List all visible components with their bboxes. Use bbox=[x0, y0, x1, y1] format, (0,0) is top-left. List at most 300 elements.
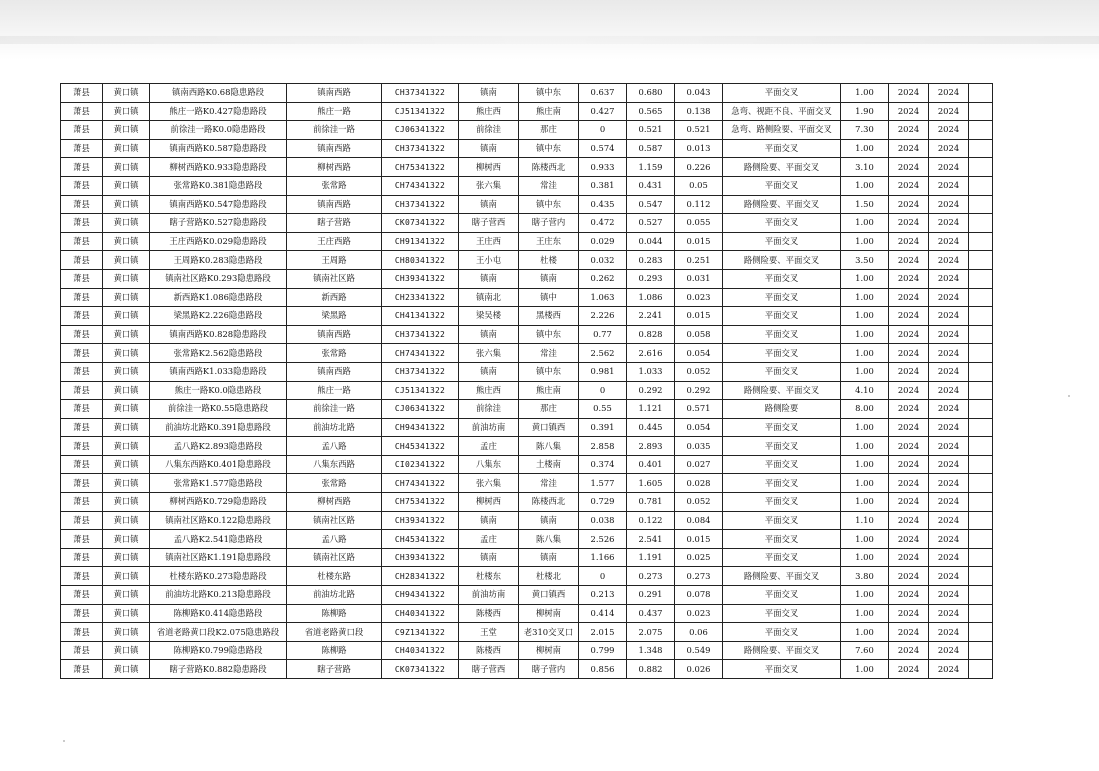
cell-start-stake: 0.77 bbox=[579, 325, 627, 344]
cell-end-stake: 0.445 bbox=[627, 418, 675, 437]
cell-segment-name: 新西路K1.086隐患路段 bbox=[150, 288, 287, 307]
cell-county: 萧县 bbox=[61, 176, 103, 195]
cell-year-end: 2024 bbox=[929, 437, 969, 456]
cell-year-start: 2024 bbox=[889, 269, 929, 288]
cell-start-point: 前徐洼 bbox=[459, 400, 519, 419]
cell-amount: 1.00 bbox=[841, 660, 889, 679]
cell-start-stake: 0.427 bbox=[579, 102, 627, 121]
cell-amount: 1.00 bbox=[841, 344, 889, 363]
cell-road-name: 王庄西路 bbox=[287, 232, 382, 251]
cell-end-point: 柳树南 bbox=[519, 604, 579, 623]
cell-length: 0.078 bbox=[675, 586, 723, 605]
cell-year-end: 2024 bbox=[929, 530, 969, 549]
cell-county: 萧县 bbox=[61, 139, 103, 158]
cell-end-stake: 0.401 bbox=[627, 455, 675, 474]
cell-hazard-type: 平面交叉 bbox=[723, 493, 841, 512]
cell-extra bbox=[969, 325, 993, 344]
cell-extra bbox=[969, 307, 993, 326]
cell-road-code: CH74341322 bbox=[382, 176, 459, 195]
cell-length: 0.06 bbox=[675, 623, 723, 642]
cell-start-point: 孟庄 bbox=[459, 530, 519, 549]
cell-segment-name: 柳树西路K0.933隐患路段 bbox=[150, 158, 287, 177]
scan-shadow bbox=[0, 0, 1099, 60]
cell-start-point: 瞎子营西 bbox=[459, 214, 519, 233]
cell-year-start: 2024 bbox=[889, 604, 929, 623]
cell-road-name: 陈柳路 bbox=[287, 604, 382, 623]
cell-town: 黄口镇 bbox=[103, 381, 150, 400]
cell-extra bbox=[969, 474, 993, 493]
cell-year-start: 2024 bbox=[889, 158, 929, 177]
cell-town: 黄口镇 bbox=[103, 251, 150, 270]
cell-road-code: CH39341322 bbox=[382, 548, 459, 567]
cell-end-point: 镇中 bbox=[519, 288, 579, 307]
cell-amount: 1.00 bbox=[841, 362, 889, 381]
cell-hazard-type: 急弯、视距不良、平面交叉 bbox=[723, 102, 841, 121]
cell-hazard-type: 平面交叉 bbox=[723, 437, 841, 456]
cell-end-point: 镇南 bbox=[519, 269, 579, 288]
cell-town: 黄口镇 bbox=[103, 121, 150, 140]
cell-length: 0.013 bbox=[675, 139, 723, 158]
cell-year-start: 2024 bbox=[889, 474, 929, 493]
cell-hazard-type: 平面交叉 bbox=[723, 548, 841, 567]
cell-year-end: 2024 bbox=[929, 381, 969, 400]
cell-road-code: CH37341322 bbox=[382, 84, 459, 103]
table-row bbox=[61, 641, 993, 660]
cell-year-start: 2024 bbox=[889, 102, 929, 121]
cell-extra bbox=[969, 232, 993, 251]
cell-year-end: 2024 bbox=[929, 623, 969, 642]
cell-year-end: 2024 bbox=[929, 604, 969, 623]
cell-hazard-type: 路侧险要、平面交叉 bbox=[723, 251, 841, 270]
cell-end-point: 瞎子营内 bbox=[519, 214, 579, 233]
cell-year-start: 2024 bbox=[889, 511, 929, 530]
cell-start-point: 陈楼西 bbox=[459, 604, 519, 623]
hazard-road-table bbox=[60, 83, 993, 679]
cell-start-point: 梁吴楼 bbox=[459, 307, 519, 326]
cell-year-start: 2024 bbox=[889, 214, 929, 233]
cell-amount: 1.00 bbox=[841, 84, 889, 103]
cell-segment-name: 梁黑路K2.226隐患路段 bbox=[150, 307, 287, 326]
cell-end-point: 柳树南 bbox=[519, 641, 579, 660]
cell-start-point: 前油坊南 bbox=[459, 586, 519, 605]
cell-extra bbox=[969, 604, 993, 623]
cell-county: 萧县 bbox=[61, 400, 103, 419]
cell-end-point: 镇中东 bbox=[519, 195, 579, 214]
cell-year-start: 2024 bbox=[889, 195, 929, 214]
cell-start-stake: 2.562 bbox=[579, 344, 627, 363]
cell-road-name: 杜楼东路 bbox=[287, 567, 382, 586]
cell-county: 萧县 bbox=[61, 604, 103, 623]
cell-hazard-type: 平面交叉 bbox=[723, 307, 841, 326]
cell-year-end: 2024 bbox=[929, 195, 969, 214]
cell-road-name: 镇南社区路 bbox=[287, 269, 382, 288]
cell-start-stake: 0.213 bbox=[579, 586, 627, 605]
cell-road-name: 张常路 bbox=[287, 176, 382, 195]
cell-year-start: 2024 bbox=[889, 455, 929, 474]
cell-year-start: 2024 bbox=[889, 288, 929, 307]
cell-county: 萧县 bbox=[61, 269, 103, 288]
cell-end-point: 熊庄南 bbox=[519, 381, 579, 400]
cell-town: 黄口镇 bbox=[103, 362, 150, 381]
cell-length: 0.054 bbox=[675, 344, 723, 363]
cell-segment-name: 省道老路黄口段K2.075隐患路段 bbox=[150, 623, 287, 642]
cell-segment-name: 镇南西路K0.68隐患路段 bbox=[150, 84, 287, 103]
table-row bbox=[61, 344, 993, 363]
cell-county: 萧县 bbox=[61, 641, 103, 660]
cell-county: 萧县 bbox=[61, 623, 103, 642]
cell-length: 0.138 bbox=[675, 102, 723, 121]
cell-road-code: CH41341322 bbox=[382, 307, 459, 326]
table-row bbox=[61, 362, 993, 381]
cell-road-code: CH37341322 bbox=[382, 362, 459, 381]
cell-segment-name: 王周路K0.283隐患路段 bbox=[150, 251, 287, 270]
cell-hazard-type: 急弯、路侧险要、平面交叉 bbox=[723, 121, 841, 140]
cell-end-stake: 0.587 bbox=[627, 139, 675, 158]
cell-year-end: 2024 bbox=[929, 176, 969, 195]
cell-county: 萧县 bbox=[61, 344, 103, 363]
cell-road-code: CH40341322 bbox=[382, 641, 459, 660]
cell-town: 黄口镇 bbox=[103, 344, 150, 363]
cell-segment-name: 镇南西路K1.033隐患路段 bbox=[150, 362, 287, 381]
cell-end-point: 王庄东 bbox=[519, 232, 579, 251]
cell-road-name: 八集东西路 bbox=[287, 455, 382, 474]
cell-start-stake: 0.574 bbox=[579, 139, 627, 158]
cell-amount: 1.00 bbox=[841, 586, 889, 605]
cell-start-point: 杜楼东 bbox=[459, 567, 519, 586]
cell-start-stake: 2.526 bbox=[579, 530, 627, 549]
cell-length: 0.112 bbox=[675, 195, 723, 214]
cell-start-stake: 1.166 bbox=[579, 548, 627, 567]
cell-end-point: 黄口镇西 bbox=[519, 418, 579, 437]
cell-extra bbox=[969, 84, 993, 103]
cell-year-start: 2024 bbox=[889, 381, 929, 400]
cell-end-stake: 1.086 bbox=[627, 288, 675, 307]
cell-road-name: 梁黑路 bbox=[287, 307, 382, 326]
cell-town: 黄口镇 bbox=[103, 623, 150, 642]
cell-amount: 1.00 bbox=[841, 232, 889, 251]
cell-town: 黄口镇 bbox=[103, 474, 150, 493]
cell-hazard-type: 平面交叉 bbox=[723, 325, 841, 344]
cell-segment-name: 张常路K0.381隐患路段 bbox=[150, 176, 287, 195]
cell-length: 0.015 bbox=[675, 232, 723, 251]
cell-road-name: 瞎子营路 bbox=[287, 214, 382, 233]
cell-hazard-type: 平面交叉 bbox=[723, 269, 841, 288]
cell-start-stake: 1.063 bbox=[579, 288, 627, 307]
cell-amount: 1.10 bbox=[841, 511, 889, 530]
table-row bbox=[61, 623, 993, 642]
cell-town: 黄口镇 bbox=[103, 307, 150, 326]
table-row bbox=[61, 400, 993, 419]
cell-end-point: 常洼 bbox=[519, 176, 579, 195]
cell-road-code: CH37341322 bbox=[382, 139, 459, 158]
table-row bbox=[61, 493, 993, 512]
cell-road-name: 张常路 bbox=[287, 474, 382, 493]
cell-extra bbox=[969, 102, 993, 121]
table-row bbox=[61, 158, 993, 177]
cell-end-stake: 1.121 bbox=[627, 400, 675, 419]
cell-year-end: 2024 bbox=[929, 418, 969, 437]
cell-end-point: 镇中东 bbox=[519, 84, 579, 103]
cell-end-point: 那庄 bbox=[519, 121, 579, 140]
cell-road-code: CH37341322 bbox=[382, 325, 459, 344]
cell-town: 黄口镇 bbox=[103, 660, 150, 679]
cell-road-name: 瞎子营路 bbox=[287, 660, 382, 679]
cell-extra bbox=[969, 493, 993, 512]
cell-hazard-type: 平面交叉 bbox=[723, 176, 841, 195]
cell-amount: 1.00 bbox=[841, 548, 889, 567]
cell-start-point: 镇南北 bbox=[459, 288, 519, 307]
table-row bbox=[61, 176, 993, 195]
cell-length: 0.055 bbox=[675, 214, 723, 233]
cell-start-stake: 0.981 bbox=[579, 362, 627, 381]
cell-county: 萧县 bbox=[61, 158, 103, 177]
scan-speck bbox=[1068, 395, 1070, 397]
cell-road-name: 前徐洼一路 bbox=[287, 400, 382, 419]
cell-extra bbox=[969, 214, 993, 233]
cell-road-code: CK07341322 bbox=[382, 660, 459, 679]
cell-segment-name: 前徐洼一路K0.0隐患路段 bbox=[150, 121, 287, 140]
cell-year-start: 2024 bbox=[889, 548, 929, 567]
cell-end-point: 陈八集 bbox=[519, 437, 579, 456]
cell-start-point: 瞎子营西 bbox=[459, 660, 519, 679]
cell-road-code: CH74341322 bbox=[382, 344, 459, 363]
cell-year-end: 2024 bbox=[929, 586, 969, 605]
table-row bbox=[61, 139, 993, 158]
cell-year-start: 2024 bbox=[889, 139, 929, 158]
cell-road-code: CI02341322 bbox=[382, 455, 459, 474]
cell-road-name: 王周路 bbox=[287, 251, 382, 270]
cell-county: 萧县 bbox=[61, 84, 103, 103]
table-row bbox=[61, 548, 993, 567]
cell-amount: 1.00 bbox=[841, 623, 889, 642]
table-row bbox=[61, 307, 993, 326]
cell-road-name: 熊庄一路 bbox=[287, 381, 382, 400]
cell-start-point: 八集东 bbox=[459, 455, 519, 474]
cell-amount: 1.00 bbox=[841, 418, 889, 437]
cell-end-point: 陈楼西北 bbox=[519, 158, 579, 177]
cell-town: 黄口镇 bbox=[103, 586, 150, 605]
cell-end-stake: 1.033 bbox=[627, 362, 675, 381]
cell-county: 萧县 bbox=[61, 251, 103, 270]
cell-end-stake: 0.431 bbox=[627, 176, 675, 195]
cell-length: 0.052 bbox=[675, 362, 723, 381]
table-row bbox=[61, 511, 993, 530]
cell-county: 萧县 bbox=[61, 437, 103, 456]
cell-town: 黄口镇 bbox=[103, 400, 150, 419]
cell-town: 黄口镇 bbox=[103, 418, 150, 437]
cell-road-code: CH45341322 bbox=[382, 530, 459, 549]
cell-county: 萧县 bbox=[61, 418, 103, 437]
cell-year-end: 2024 bbox=[929, 232, 969, 251]
cell-length: 0.05 bbox=[675, 176, 723, 195]
cell-segment-name: 张常路K2.562隐患路段 bbox=[150, 344, 287, 363]
cell-hazard-type: 平面交叉 bbox=[723, 604, 841, 623]
cell-road-name: 镇南西路 bbox=[287, 84, 382, 103]
cell-hazard-type: 平面交叉 bbox=[723, 586, 841, 605]
cell-extra bbox=[969, 381, 993, 400]
cell-extra bbox=[969, 511, 993, 530]
cell-road-name: 孟八路 bbox=[287, 437, 382, 456]
cell-year-start: 2024 bbox=[889, 232, 929, 251]
cell-start-stake: 0.391 bbox=[579, 418, 627, 437]
cell-amount: 1.90 bbox=[841, 102, 889, 121]
cell-start-stake: 1.577 bbox=[579, 474, 627, 493]
cell-start-stake: 0.933 bbox=[579, 158, 627, 177]
cell-end-stake: 1.191 bbox=[627, 548, 675, 567]
cell-town: 黄口镇 bbox=[103, 158, 150, 177]
cell-hazard-type: 平面交叉 bbox=[723, 660, 841, 679]
cell-year-end: 2024 bbox=[929, 567, 969, 586]
cell-year-end: 2024 bbox=[929, 102, 969, 121]
cell-road-code: CH39341322 bbox=[382, 269, 459, 288]
cell-town: 黄口镇 bbox=[103, 288, 150, 307]
cell-year-start: 2024 bbox=[889, 530, 929, 549]
cell-hazard-type: 平面交叉 bbox=[723, 288, 841, 307]
cell-start-stake: 2.015 bbox=[579, 623, 627, 642]
cell-town: 黄口镇 bbox=[103, 567, 150, 586]
cell-start-stake: 0.55 bbox=[579, 400, 627, 419]
cell-town: 黄口镇 bbox=[103, 195, 150, 214]
cell-end-point: 镇中东 bbox=[519, 139, 579, 158]
cell-end-stake: 0.122 bbox=[627, 511, 675, 530]
cell-segment-name: 前油坊北路K0.213隐患路段 bbox=[150, 586, 287, 605]
cell-year-end: 2024 bbox=[929, 214, 969, 233]
table-row bbox=[61, 567, 993, 586]
cell-start-stake: 0.729 bbox=[579, 493, 627, 512]
cell-end-point: 镇中东 bbox=[519, 325, 579, 344]
cell-town: 黄口镇 bbox=[103, 139, 150, 158]
cell-length: 0.026 bbox=[675, 660, 723, 679]
cell-year-end: 2024 bbox=[929, 660, 969, 679]
cell-year-start: 2024 bbox=[889, 176, 929, 195]
cell-hazard-type: 路侧险要、平面交叉 bbox=[723, 641, 841, 660]
cell-extra bbox=[969, 362, 993, 381]
cell-year-start: 2024 bbox=[889, 344, 929, 363]
cell-county: 萧县 bbox=[61, 195, 103, 214]
cell-segment-name: 熊庄一路K0.0隐患路段 bbox=[150, 381, 287, 400]
cell-road-name: 前油坊北路 bbox=[287, 418, 382, 437]
cell-length: 0.015 bbox=[675, 307, 723, 326]
cell-segment-name: 镇南社区路K0.122隐患路段 bbox=[150, 511, 287, 530]
cell-start-stake: 0 bbox=[579, 567, 627, 586]
cell-town: 黄口镇 bbox=[103, 325, 150, 344]
cell-road-code: CH94341322 bbox=[382, 586, 459, 605]
cell-end-stake: 2.616 bbox=[627, 344, 675, 363]
cell-length: 0.025 bbox=[675, 548, 723, 567]
cell-start-stake: 0.038 bbox=[579, 511, 627, 530]
cell-end-point: 镇南 bbox=[519, 548, 579, 567]
cell-segment-name: 镇南社区路K0.293隐患路段 bbox=[150, 269, 287, 288]
cell-extra bbox=[969, 121, 993, 140]
cell-start-point: 镇南 bbox=[459, 511, 519, 530]
cell-end-stake: 0.044 bbox=[627, 232, 675, 251]
cell-segment-name: 孟八路K2.541隐患路段 bbox=[150, 530, 287, 549]
cell-end-stake: 0.292 bbox=[627, 381, 675, 400]
cell-extra bbox=[969, 641, 993, 660]
cell-start-stake: 0.435 bbox=[579, 195, 627, 214]
cell-road-name: 镇南西路 bbox=[287, 325, 382, 344]
cell-segment-name: 陈柳路K0.414隐患路段 bbox=[150, 604, 287, 623]
cell-town: 黄口镇 bbox=[103, 455, 150, 474]
cell-town: 黄口镇 bbox=[103, 511, 150, 530]
cell-road-name: 镇南西路 bbox=[287, 195, 382, 214]
cell-county: 萧县 bbox=[61, 381, 103, 400]
cell-length: 0.052 bbox=[675, 493, 723, 512]
cell-road-code: CH80341322 bbox=[382, 251, 459, 270]
cell-end-stake: 0.781 bbox=[627, 493, 675, 512]
cell-county: 萧县 bbox=[61, 586, 103, 605]
cell-amount: 1.00 bbox=[841, 214, 889, 233]
cell-amount: 7.30 bbox=[841, 121, 889, 140]
cell-town: 黄口镇 bbox=[103, 530, 150, 549]
cell-road-code: CJ06341322 bbox=[382, 121, 459, 140]
cell-town: 黄口镇 bbox=[103, 176, 150, 195]
cell-end-point: 杜楼 bbox=[519, 251, 579, 270]
cell-county: 萧县 bbox=[61, 214, 103, 233]
cell-length: 0.292 bbox=[675, 381, 723, 400]
table-row bbox=[61, 288, 993, 307]
cell-year-start: 2024 bbox=[889, 307, 929, 326]
cell-hazard-type: 平面交叉 bbox=[723, 362, 841, 381]
cell-year-start: 2024 bbox=[889, 567, 929, 586]
cell-start-stake: 0 bbox=[579, 121, 627, 140]
cell-road-name: 柳树西路 bbox=[287, 158, 382, 177]
cell-year-end: 2024 bbox=[929, 269, 969, 288]
cell-year-start: 2024 bbox=[889, 437, 929, 456]
cell-amount: 1.00 bbox=[841, 288, 889, 307]
cell-year-start: 2024 bbox=[889, 121, 929, 140]
cell-county: 萧县 bbox=[61, 548, 103, 567]
cell-road-name: 孟八路 bbox=[287, 530, 382, 549]
cell-segment-name: 柳树西路K0.729隐患路段 bbox=[150, 493, 287, 512]
cell-year-end: 2024 bbox=[929, 158, 969, 177]
cell-start-point: 柳树西 bbox=[459, 158, 519, 177]
cell-amount: 1.00 bbox=[841, 530, 889, 549]
cell-hazard-type: 平面交叉 bbox=[723, 344, 841, 363]
cell-amount: 3.50 bbox=[841, 251, 889, 270]
cell-start-stake: 2.858 bbox=[579, 437, 627, 456]
cell-year-end: 2024 bbox=[929, 121, 969, 140]
cell-start-point: 王庄西 bbox=[459, 232, 519, 251]
cell-end-point: 杜楼北 bbox=[519, 567, 579, 586]
cell-end-stake: 0.291 bbox=[627, 586, 675, 605]
cell-county: 萧县 bbox=[61, 530, 103, 549]
cell-start-stake: 0.472 bbox=[579, 214, 627, 233]
cell-amount: 3.80 bbox=[841, 567, 889, 586]
cell-year-end: 2024 bbox=[929, 84, 969, 103]
cell-year-start: 2024 bbox=[889, 641, 929, 660]
cell-end-point: 黑楼西 bbox=[519, 307, 579, 326]
cell-start-stake: 0.032 bbox=[579, 251, 627, 270]
cell-hazard-type: 平面交叉 bbox=[723, 455, 841, 474]
cell-town: 黄口镇 bbox=[103, 548, 150, 567]
cell-segment-name: 孟八路K2.893隐患路段 bbox=[150, 437, 287, 456]
table-row bbox=[61, 102, 993, 121]
cell-segment-name: 张常路K1.577隐患路段 bbox=[150, 474, 287, 493]
cell-start-stake: 0.414 bbox=[579, 604, 627, 623]
cell-year-end: 2024 bbox=[929, 474, 969, 493]
cell-county: 萧县 bbox=[61, 660, 103, 679]
cell-start-stake: 0.799 bbox=[579, 641, 627, 660]
cell-start-point: 前油坊南 bbox=[459, 418, 519, 437]
cell-end-stake: 0.283 bbox=[627, 251, 675, 270]
cell-start-point: 镇南 bbox=[459, 195, 519, 214]
cell-hazard-type: 平面交叉 bbox=[723, 474, 841, 493]
cell-length: 0.023 bbox=[675, 604, 723, 623]
cell-extra bbox=[969, 158, 993, 177]
cell-extra bbox=[969, 344, 993, 363]
cell-amount: 1.00 bbox=[841, 437, 889, 456]
